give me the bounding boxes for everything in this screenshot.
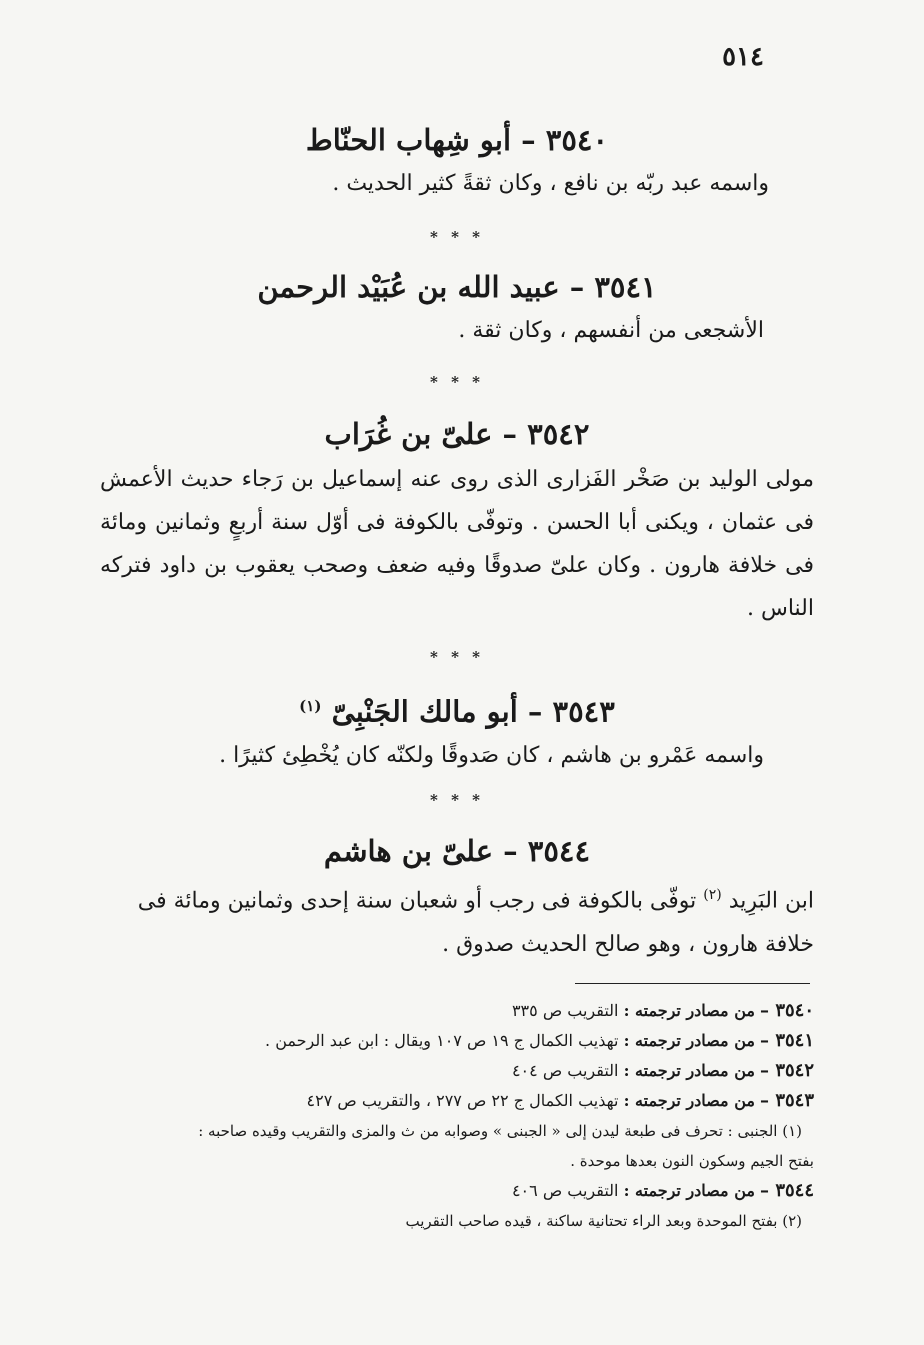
- source-label: من مصادر ترجمته :: [623, 1181, 755, 1200]
- entry-heading: ٣٥٤٢ – علىّ بن غُرَاب: [324, 417, 590, 451]
- entry-3542: [100, 412, 814, 630]
- entry-text-part: ابن البَرِيد: [728, 888, 814, 914]
- entry-text: الأشجعى من أنفسهم ، وكان ثقة .: [458, 318, 764, 343]
- footnote-marker: (٢): [703, 887, 722, 903]
- entry-3541: [100, 265, 814, 353]
- source-label: من مصادر ترجمته :: [623, 1001, 755, 1020]
- footnote-1: (١) الجنبى : تحرف فى طبعة ليدن إلى « الجبنى » وصوابه من ث والمزى والتقريب وقيده صاحبه :: [198, 1122, 802, 1140]
- entry-heading: ٣٥٤١ – عبيد الله بن عُبَيْد الرحمن: [257, 270, 657, 304]
- entry-3543: [100, 684, 814, 778]
- entry-text-part: توفّى بالكوفة فى رجب أو شعبان سنة إحدى وثمانين ومائة فى: [137, 888, 697, 914]
- entry-paragraph: مولى الوليد بن صَخْر الفَزارى الذى روى عنه إسماعيل بن رَجاء حديث الأعمش فى عثمان ، ويكنى أبا الحسن . وتوفّى بالكوفة فى أوّل سنة أربعٍ وثمانين ومائة فى خلافة هارون . وكان علىّ صدوقًا وفيه ضعف وصحب يعقوب بن داود فتركه الناس .: [100, 467, 814, 621]
- section-separator: * * *: [430, 791, 484, 809]
- entry-text: خلافة هارون ، وهو صالح الحديث صدوق .: [442, 932, 814, 958]
- source-label: من مصادر ترجمته :: [623, 1091, 755, 1110]
- page-number: ٥١٤: [722, 42, 764, 72]
- entry-heading: ٣٥٤٠ – أبو شِهاب الحنّاط: [305, 123, 609, 157]
- footnote-rule: [575, 983, 810, 984]
- entry-text: واسمه عبد ربّه بن نافع ، وكان ثقةً كثير الحديث .: [332, 171, 769, 196]
- footnote-marker: (١): [299, 697, 322, 715]
- entry-text: [100, 873, 814, 923]
- entry-3540: [100, 118, 814, 206]
- footnote-1-continued: بفتح الجيم وسكون النون بعدها موحدة .: [570, 1152, 814, 1170]
- footnotes: [104, 996, 814, 1236]
- entry-heading-text: ٣٥٤٣ – أبو مالك الجَنْبِىّ: [331, 694, 615, 729]
- section-separator: * * *: [430, 228, 484, 246]
- entry-heading: [100, 684, 814, 734]
- footnote-2: (٢) بفتح الموحدة وبعد الراء تحتانية ساكنة ، قيده صاحب التقريب: [405, 1212, 802, 1230]
- footnote-3544: ٣٥٤٤ – من مصادر ترجمته : التقريب ص ٤٠٦: [511, 1180, 814, 1201]
- source-label: من مصادر ترجمته :: [623, 1061, 755, 1080]
- section-separator: * * *: [430, 648, 484, 666]
- entry-text: واسمه عَمْرو بن هاشم ، كان صَدوقًا ولكنّه كان يُخْطِئ كثيرًا .: [219, 742, 764, 768]
- entry-heading: ٣٥٤٤ – علىّ بن هاشم: [323, 834, 591, 868]
- footnote-3542: ٣٥٤٢ – من مصادر ترجمته : التقريب ص ٤٠٤: [511, 1060, 814, 1081]
- entry-3544: [100, 829, 814, 967]
- footnote-3540: ٣٥٤٠ – من مصادر ترجمته : التقريب ص ٣٣٥: [511, 1000, 814, 1021]
- footnote-3543: ٣٥٤٣ – من مصادر ترجمته : تهذيب الكمال ج ٢٢ ص ٢٧٧ ، والتقريب ص ٤٢٧: [306, 1090, 814, 1111]
- section-separator: * * *: [430, 373, 484, 391]
- footnote-3541: ٣٥٤١ – من مصادر ترجمته : تهذيب الكمال ج ١٩ ص ١٠٧ ويقال : ابن عبد الرحمن .: [265, 1030, 814, 1051]
- source-label: من مصادر ترجمته :: [623, 1031, 755, 1050]
